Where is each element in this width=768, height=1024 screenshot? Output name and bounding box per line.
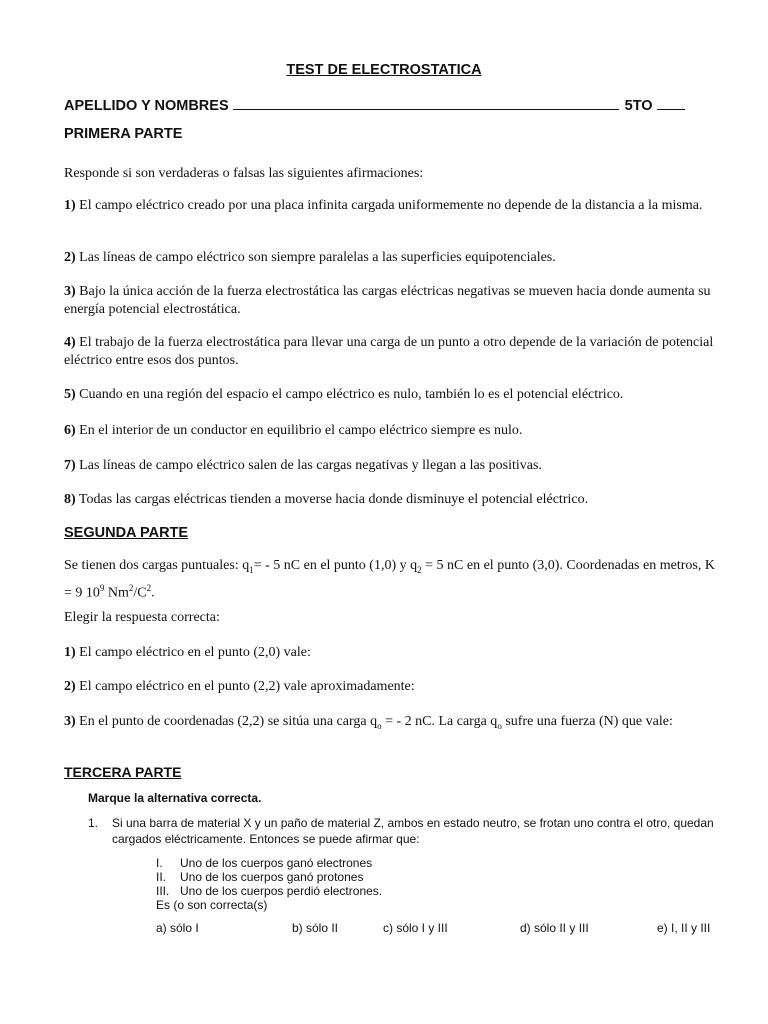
subscript: 2: [417, 564, 422, 575]
student-name-row: [64, 95, 694, 114]
roman-number: II.: [156, 870, 167, 884]
part1-item: [64, 491, 724, 509]
item-text: El trabajo de la fuerza electrostática para llevar una carga de un punto a otro depende de la variación de potencial eléctrico entre esos dos puntos.: [64, 335, 714, 368]
item-number: 4): [64, 335, 76, 350]
item-text: Todas las cargas eléctricas tienden a moverse hacia donde disminuye el potencial eléctrico.: [78, 492, 589, 507]
part2-statement: [64, 557, 724, 602]
part1-item: [64, 386, 724, 404]
part2-item: [64, 713, 724, 735]
option-a[interactable]: a) sólo I: [156, 921, 199, 935]
item-number: 1): [64, 198, 76, 213]
part1-item: [64, 197, 724, 215]
option-b[interactable]: b) sólo II: [292, 921, 339, 935]
item-number: 2): [64, 679, 76, 694]
item-text: En el interior de un conductor en equilibrio el campo eléctrico siempre es nulo.: [79, 423, 523, 438]
part3-instruction: Marque la alternativa correcta.: [88, 791, 262, 805]
statement-item: [156, 870, 363, 884]
question-text: Si una barra de material X y un paño de material Z, ambos en estado neutro, se frotan uno contra el otro, quedan cargados eléctricamente. Entonces se puede afirmar que:: [112, 816, 714, 846]
item-text: Las líneas de campo eléctrico son siempre paralelas a las superficies equipotenciales.: [79, 250, 556, 265]
part2-item: [64, 678, 724, 696]
item-number: 7): [64, 458, 76, 473]
option-d[interactable]: d) sólo II y III: [520, 921, 589, 935]
statement-text: Se tienen dos cargas puntuales: q: [64, 558, 250, 573]
statement-item: [156, 856, 372, 870]
statement-text: .: [151, 585, 155, 601]
part3-heading: TERCERA PARTE: [64, 764, 182, 780]
item-text: = - 2 nC. La carga q: [381, 714, 498, 729]
subscript: o: [377, 720, 382, 731]
item-number: 3): [64, 714, 76, 729]
part1-item: [64, 334, 724, 370]
part2-heading: SEGUNDA PARTE: [64, 525, 189, 541]
name-label: APELLIDO Y NOMBRES: [64, 98, 229, 114]
part1-item: [64, 457, 724, 475]
superscript: 2: [146, 582, 152, 593]
item-text: Las líneas de campo eléctrico salen de las cargas negativas y llegan a las positivas.: [79, 458, 542, 473]
item-number: 5): [64, 387, 76, 402]
answer-prompt: Es (o son correcta(s): [156, 898, 268, 912]
part2-item: [64, 644, 724, 662]
answer-options: [156, 921, 716, 937]
part1-instruction: Responde si son verdaderas o falsas las siguientes afirmaciones:: [64, 166, 424, 181]
grade-blank-line[interactable]: [657, 95, 685, 110]
part1-heading: PRIMERA PARTE: [64, 126, 183, 142]
option-e[interactable]: e) I, II y III: [657, 921, 711, 935]
item-text: Bajo la única acción de la fuerza electrostática las cargas eléctricas negativas se mueven hacia donde aumenta su energía potencial electrostática.: [64, 284, 711, 317]
statement-item: [156, 884, 382, 898]
statement-text: Uno de los cuerpos perdió electrones.: [180, 884, 383, 898]
item-text: sufre una fuerza (N) que vale:: [501, 714, 673, 729]
name-blank-line[interactable]: [233, 95, 619, 110]
roman-number: I.: [156, 856, 163, 870]
subscript: 1: [249, 564, 254, 575]
statement-text: /C: [133, 585, 147, 601]
superscript: 2: [128, 582, 134, 593]
statement-text: Nm: [104, 585, 129, 601]
part2-instruction: Elegir la respuesta correcta:: [64, 610, 220, 625]
statement-text: = - 5 nC en el punto (1,0) y q: [253, 558, 418, 573]
part1-item: [64, 249, 724, 267]
item-number: 2): [64, 250, 76, 265]
item-text: El campo eléctrico en el punto (2,0) vale:: [79, 645, 311, 660]
page-title: TEST DE ELECTROSTATICA: [286, 62, 482, 78]
item-number: 6): [64, 423, 76, 438]
part3-question: [88, 815, 728, 847]
option-c[interactable]: c) sólo I y III: [383, 921, 448, 935]
subscript: o: [497, 720, 502, 731]
item-number: 3): [64, 284, 76, 299]
item-number: 1): [64, 645, 76, 660]
part1-item: [64, 283, 724, 319]
superscript: 9: [99, 582, 105, 593]
item-number: 8): [64, 492, 76, 507]
statement-text: = 5 nC en el punto (3,0). Coordenadas en metros, K = 9 10: [64, 558, 715, 601]
item-text: El campo eléctrico creado por una placa infinita cargada uniformemente no depende de la distancia a la misma.: [79, 198, 703, 213]
item-text: El campo eléctrico en el punto (2,2) vale aproximadamente:: [79, 679, 415, 694]
item-text: Cuando en una región del espacio el campo eléctrico es nulo, también lo es el potencial eléctrico.: [79, 387, 624, 402]
item-text: En el punto de coordenadas (2,2) se sitúa una carga q: [79, 714, 378, 729]
question-number: 1.: [88, 816, 99, 830]
grade-label: 5TO: [624, 98, 653, 114]
part1-item: [64, 422, 724, 440]
statement-text: Uno de los cuerpos ganó electrones: [180, 856, 373, 870]
roman-number: III.: [156, 884, 170, 898]
statement-text: Uno de los cuerpos ganó protones: [180, 870, 364, 884]
